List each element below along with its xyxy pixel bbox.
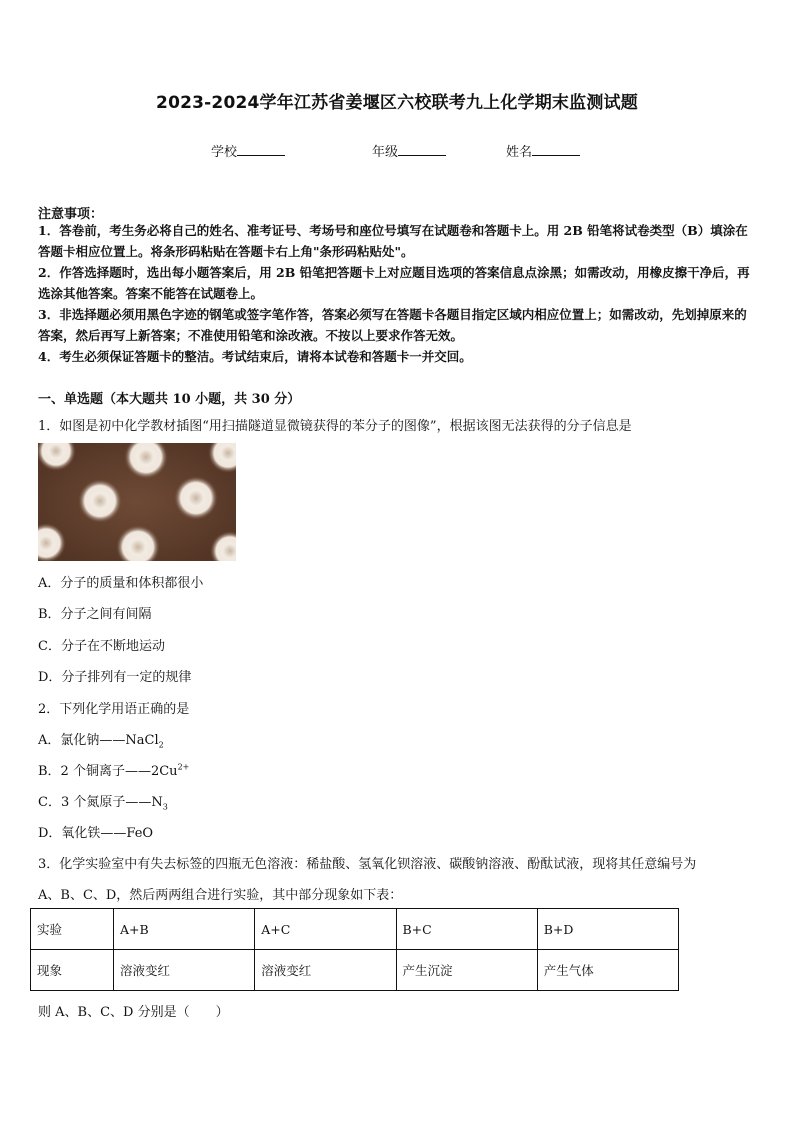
superscript: 2+ xyxy=(177,762,190,772)
option-text: A．氯化钠——NaCl xyxy=(38,733,159,748)
question-3-tail: 则 A、B、C、D 分别是（ ） xyxy=(38,1005,229,1020)
table-cell: B+C xyxy=(396,909,537,950)
table-cell: B+D xyxy=(537,909,678,950)
subscript: 2 xyxy=(158,740,164,750)
notice-item: 4．考生必须保证答题卡的整洁。考试结束后，请将本试卷和答题卡一并交回。 xyxy=(38,349,472,364)
name-label: 姓名 xyxy=(506,145,533,160)
notice-heading: 注意事项： xyxy=(38,207,104,222)
grade-field[interactable] xyxy=(372,141,446,160)
table-cell: 产生气体 xyxy=(537,950,678,991)
table-cell: 产生沉淀 xyxy=(396,950,537,991)
notice-item: 2．作答选择题时，选出每小题答案后，用 2B 铅笔把答题卡上对应题目选项的答案信息点涂黑；如需改动，用橡皮擦干净后，再选涂其他答案。答案不能答在试题卷上。 xyxy=(38,265,750,301)
grade-blank[interactable] xyxy=(398,142,446,156)
question-1-option-c[interactable]: C．分子在不断地运动 xyxy=(38,639,165,654)
name-field[interactable] xyxy=(506,141,580,160)
option-text: B．2 个铜离子——2Cu xyxy=(38,764,178,779)
section-heading: 一、单选题（本大题共 10 小题，共 30 分） xyxy=(38,392,301,407)
question-2-stem: 2．下列化学用语正确的是 xyxy=(38,702,190,717)
question-3-stem-line-1: 3．化学实验室中有失去标签的四瓶无色溶液：稀盐酸、氢氧化钡溶液、碳酸钠溶液、酚酞试液，现将其任意编号为 xyxy=(38,857,697,872)
question-3-stem-line-2: A、B、C、D，然后两两组合进行实验，其中部分现象如下表： xyxy=(38,888,403,903)
question-2-option-c[interactable] xyxy=(38,791,168,812)
question-1-stem: 1．如图是初中化学教材插图“用扫描隧道显微镜获得的苯分子的图像”，根据该图无法获得的分子信息是 xyxy=(38,419,632,434)
question-2-option-d[interactable]: D．氧化铁——FeO xyxy=(38,826,154,841)
question-2-option-a[interactable] xyxy=(38,729,164,750)
grade-label: 年级 xyxy=(372,145,399,160)
page-title: 2023-2024学年江苏省姜堰区六校联考九上化学期末监测试题 xyxy=(156,93,638,113)
question-2-option-b[interactable] xyxy=(38,760,189,779)
table-cell: 溶液变红 xyxy=(114,950,255,991)
table-cell: 溶液变红 xyxy=(255,950,396,991)
school-blank[interactable] xyxy=(237,142,285,156)
table-row xyxy=(31,950,679,991)
school-field[interactable] xyxy=(211,141,285,160)
subscript: 3 xyxy=(162,802,168,812)
notice-item: 3．非选择题必须用黑色字迹的钢笔或签字笔作答，答案必须写在答题卡各题目指定区域内相应位置上；如需改动，先划掉原来的答案，然后再写上新答案；不准使用铅笔和涂改液。不按以上要求作答无效。 xyxy=(38,307,747,343)
table-cell: A+C xyxy=(255,909,396,950)
benzene-stm-image xyxy=(38,443,236,561)
observation-table xyxy=(30,908,679,991)
question-1-option-d[interactable]: D．分子排列有一定的规律 xyxy=(38,670,192,685)
notice-item: 1．答卷前，考生务必将自己的姓名、准考证号、考场号和座位号填写在试题卷和答题卡上。用 2B 铅笔将试卷类型（B）填涂在答题卡相应位置上。将条形码粘贴在答题卡右上角"条形码粘贴处"。 xyxy=(38,223,748,259)
question-1-option-a[interactable]: A．分子的质量和体积都很小 xyxy=(38,576,204,591)
table-cell: 现象 xyxy=(31,950,114,991)
table-cell: A+B xyxy=(114,909,255,950)
table-cell: 实验 xyxy=(31,909,114,950)
question-1-option-b[interactable]: B．分子之间有间隔 xyxy=(38,607,152,622)
name-blank[interactable] xyxy=(532,142,580,156)
option-text: C．3 个氮原子——N xyxy=(38,795,163,810)
table-row xyxy=(31,909,679,950)
school-label: 学校 xyxy=(211,145,238,160)
